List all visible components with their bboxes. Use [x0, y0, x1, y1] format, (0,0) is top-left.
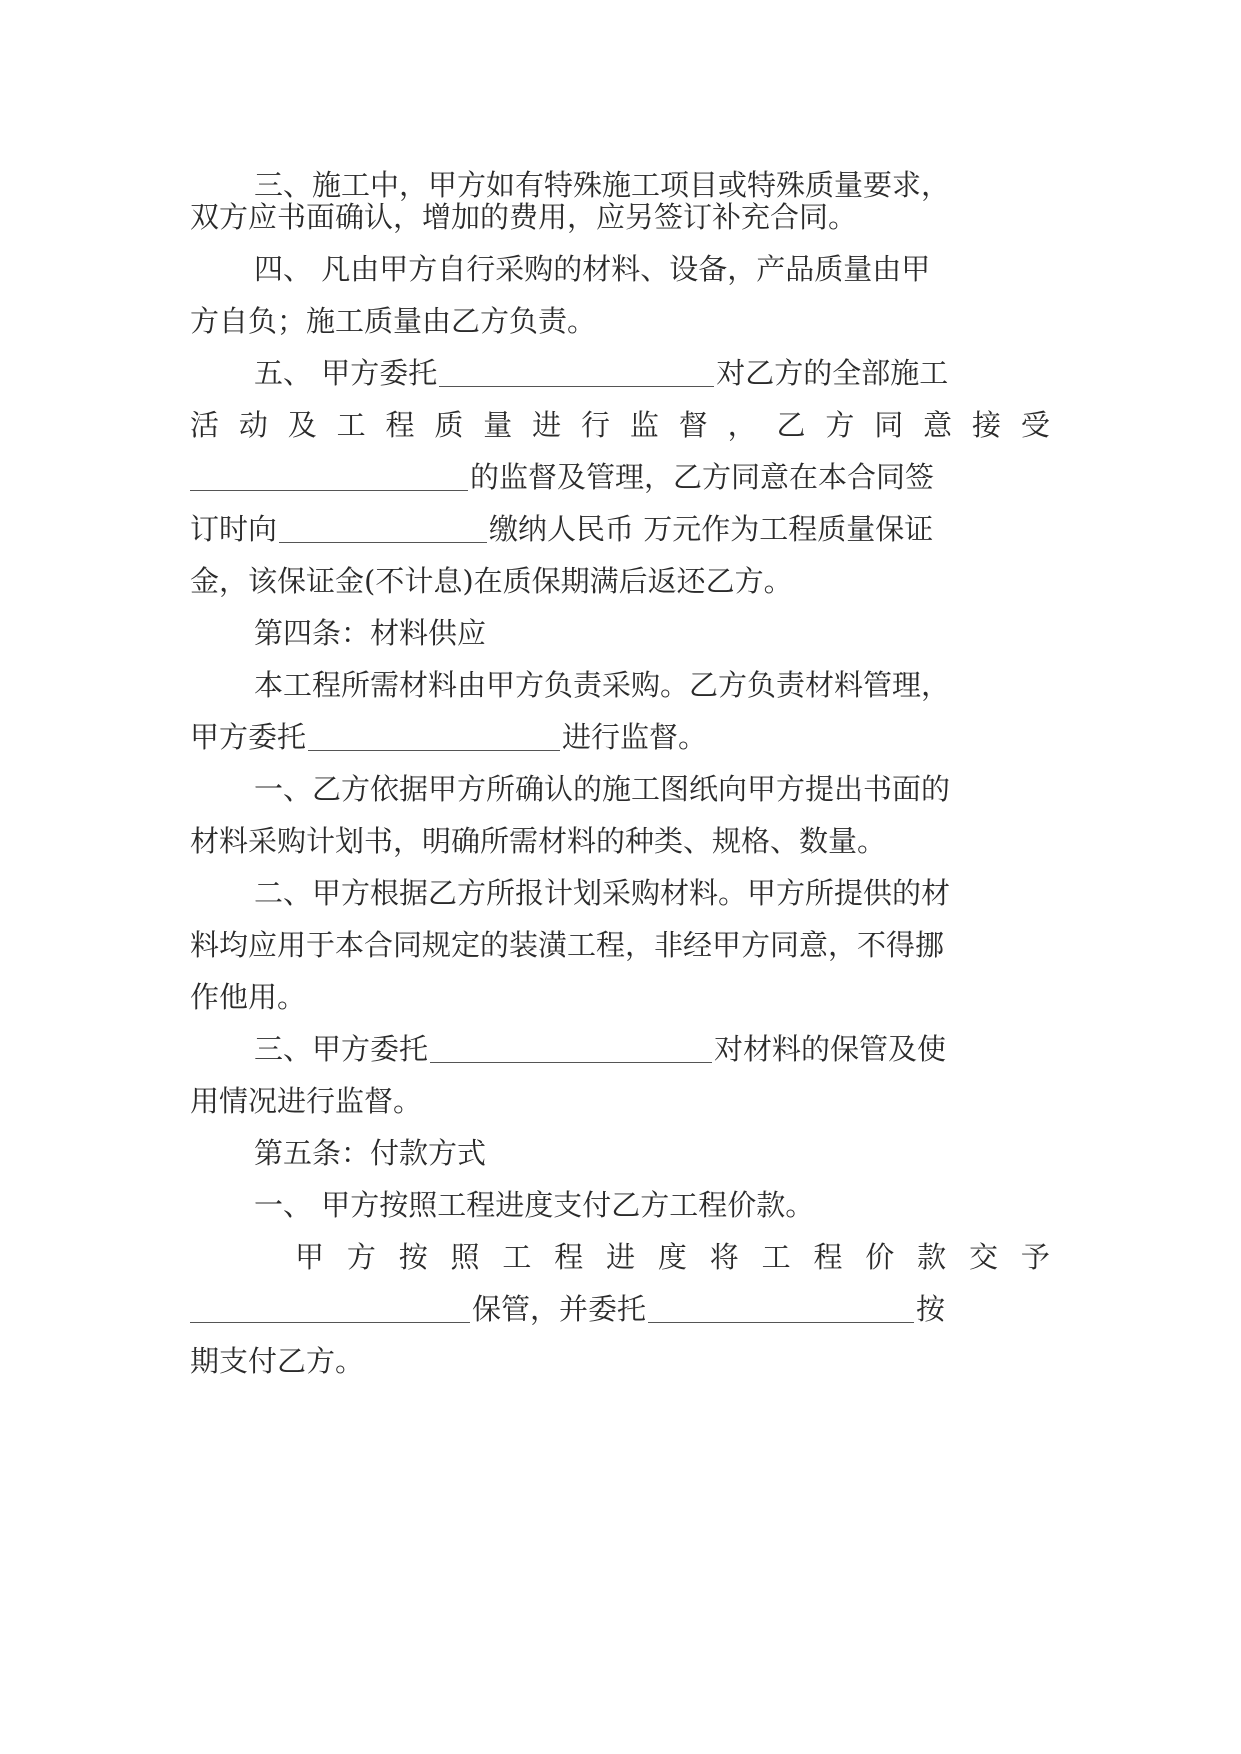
line-text: 缴纳人民币 万元作为工程质量保证 — [489, 512, 934, 546]
word: 款 — [917, 1240, 947, 1274]
word: 意 — [923, 408, 953, 442]
fill-in-blank — [648, 1296, 914, 1323]
line-text: 三、甲方委托 — [254, 1032, 429, 1066]
word: 价 — [865, 1240, 895, 1274]
line-text: 按 — [916, 1292, 946, 1326]
paragraph-line — [190, 509, 1050, 549]
fill-in-blank — [439, 360, 714, 387]
paragraph-line — [190, 977, 1050, 1017]
word: 度 — [657, 1240, 687, 1274]
paragraph-line — [190, 717, 1050, 757]
line-text: 一、乙方依据甲方所确认的施工图纸向甲方提出书面的 — [254, 772, 951, 806]
fill-in-blank — [430, 1036, 712, 1063]
line-text: 五、 甲方委托 — [254, 356, 438, 390]
paragraph-line — [254, 1029, 1050, 1069]
line-text: 作他用。 — [190, 980, 307, 1014]
word: 监 — [629, 408, 659, 442]
line-text: 方自负；施工质量由乙方负责。 — [190, 304, 597, 338]
paragraph-line — [254, 873, 1050, 913]
paragraph-line — [190, 561, 1050, 601]
word: 照 — [450, 1240, 480, 1274]
paragraph-line — [190, 925, 1050, 965]
line-text: 的监督及管理，乙方同意在本合同签 — [470, 460, 935, 494]
line-text: 用情况进行监督。 — [190, 1084, 423, 1118]
paragraph-line — [190, 301, 1050, 341]
word: 量 — [483, 408, 513, 442]
word: 动 — [238, 408, 268, 442]
line-text: 本工程所需材料由甲方负责采购。乙方负责材料管理， — [254, 668, 951, 702]
word: 督 — [678, 408, 708, 442]
word: 交 — [968, 1240, 998, 1274]
word: 予 — [1020, 1240, 1050, 1274]
paragraph-line — [190, 197, 1050, 237]
paragraph-line — [190, 1341, 1050, 1381]
line-text: 二、甲方根据乙方所报计划采购材料。甲方所提供的材 — [254, 876, 951, 910]
paragraph-line — [190, 1289, 1050, 1329]
word: 工 — [336, 408, 366, 442]
word: 按 — [398, 1240, 428, 1274]
line-text: 三、施工中，甲方如有特殊施工项目或特殊质量要求， — [254, 168, 951, 202]
word: 活 — [190, 408, 220, 442]
line-text: 材料采购计划书，明确所需材料的种类、规格、数量。 — [190, 824, 887, 858]
word: 进 — [606, 1240, 636, 1274]
section-heading — [254, 1133, 1050, 1173]
word: 程 — [813, 1240, 843, 1274]
fill-in-blank — [279, 516, 487, 543]
word: 工 — [502, 1240, 532, 1274]
heading-text: 第五条：付款方式 — [254, 1136, 487, 1170]
paragraph-line — [254, 665, 1050, 705]
paragraph-line — [190, 821, 1050, 861]
paragraph-line — [254, 1185, 1050, 1225]
word: 将 — [709, 1240, 739, 1274]
word: 进 — [532, 408, 562, 442]
word: 行 — [581, 408, 611, 442]
word: 乙 — [776, 408, 806, 442]
word: 工 — [761, 1240, 791, 1274]
fill-in-blank — [190, 1296, 470, 1323]
word: 方 — [825, 408, 855, 442]
line-text: 订时向 — [190, 512, 278, 546]
paragraph-line — [254, 353, 1050, 393]
line-text: 保管，并委托 — [472, 1292, 647, 1326]
paragraph-line — [190, 457, 1050, 497]
fill-in-blank — [308, 724, 560, 751]
word: 受 — [1020, 408, 1050, 442]
line-text: 料均应用于本合同规定的装潢工程，非经甲方同意，不得挪 — [190, 928, 945, 962]
line-text: 甲方委托 — [190, 720, 307, 754]
line-text: 对乙方的全部施工 — [716, 356, 949, 390]
paragraph-line-spread — [190, 405, 1050, 445]
section-heading — [254, 613, 1050, 653]
word: 甲 — [295, 1240, 325, 1274]
word: 方 — [346, 1240, 376, 1274]
paragraph-line — [254, 249, 1050, 289]
paragraph-line — [190, 1081, 1050, 1121]
paragraph-line — [254, 769, 1050, 809]
word: 程 — [554, 1240, 584, 1274]
line-text: 一、 甲方按照工程进度支付乙方工程价款。 — [254, 1188, 815, 1222]
line-text: 对材料的保管及使 — [714, 1032, 947, 1066]
line-text: 四、 凡由甲方自行采购的材料、设备，产品质量由甲 — [254, 252, 931, 286]
line-text: 双方应书面确认，增加的费用，应另签订补充合同。 — [190, 200, 858, 234]
word: 质 — [434, 408, 464, 442]
line-text: 进行监督。 — [562, 720, 708, 754]
word: ， — [727, 408, 757, 442]
line-text: 期支付乙方。 — [190, 1344, 365, 1378]
heading-text: 第四条：材料供应 — [254, 616, 487, 650]
word: 接 — [972, 408, 1002, 442]
word: 同 — [874, 408, 904, 442]
paragraph-line-spread — [295, 1237, 1050, 1277]
word: 及 — [287, 408, 317, 442]
word: 程 — [385, 408, 415, 442]
fill-in-blank — [190, 464, 468, 491]
line-text: 金，该保证金(不计息)在质保期满后返还乙方。 — [190, 564, 793, 598]
